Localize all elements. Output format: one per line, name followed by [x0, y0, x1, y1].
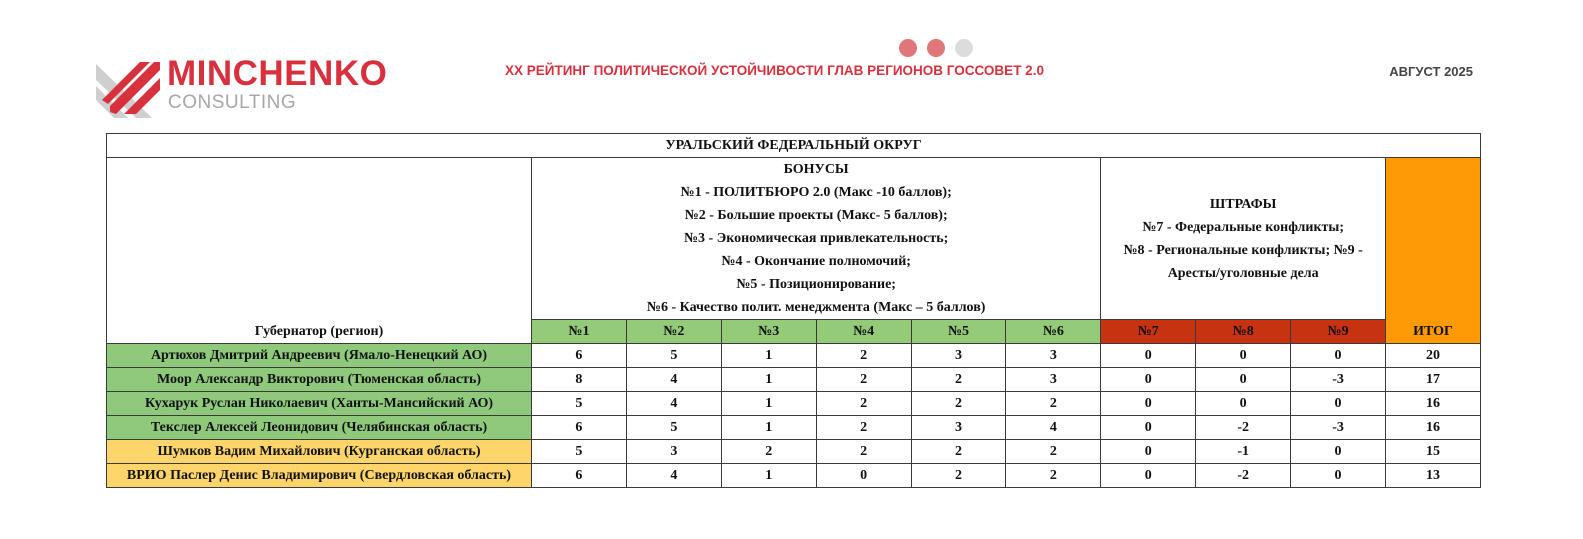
score-cell: 2	[816, 416, 911, 440]
score-cell: 6	[531, 416, 626, 440]
table-penalty_lines-2: №8 - Региональные конфликты; №9 -	[1123, 242, 1363, 258]
governor-name: ВРИО Паслер Денис Владимирович (Свердловская область)	[107, 464, 532, 488]
table-row	[107, 440, 1481, 464]
score-cell: -2	[1196, 464, 1291, 488]
governor-name: Артюхов Дмитрий Андреевич (Ямало-Ненецкий АО)	[107, 344, 532, 368]
table-row	[107, 464, 1481, 488]
total-score: 16	[1386, 416, 1481, 440]
total-score: 20	[1386, 344, 1481, 368]
score-cell: 6	[531, 344, 626, 368]
score-cell: 0	[1291, 440, 1386, 464]
brand-name: MINCHENKO	[167, 54, 388, 93]
score-cell: 5	[531, 392, 626, 416]
score-cell: -1	[1196, 440, 1291, 464]
score-cell: 0	[1101, 344, 1196, 368]
score-cell: 0	[1196, 368, 1291, 392]
table-bonus_lines-0: БОНУСЫ	[783, 162, 849, 177]
score-cell: -3	[1291, 368, 1386, 392]
report-title: XX РЕЙТИНГ ПОЛИТИЧЕСКОЙ УСТОЙЧИВОСТИ ГЛАВ РЕГИОНОВ ГОССОВЕТ 2.0	[505, 63, 1044, 78]
page-dot-3[interactable]	[955, 39, 973, 57]
table-penalty_lines-1: №7 - Федеральные конфликты;	[1142, 219, 1345, 235]
score-cell: 2	[911, 440, 1006, 464]
table-penalty_lines-0: ШТРАФЫ	[1209, 196, 1277, 212]
score-cell: 2	[1006, 464, 1101, 488]
score-cell: 0	[1101, 368, 1196, 392]
bonus-column-1: №1	[531, 320, 626, 344]
table-bonus_lines-3: №3 - Экономическая привлекательность;	[683, 231, 949, 246]
brand-subtitle: CONSULTING	[168, 92, 297, 113]
score-cell: 0	[1291, 392, 1386, 416]
score-cell: 0	[1291, 464, 1386, 488]
governor-name: Текслер Алексей Леонидович (Челябинская область)	[107, 416, 532, 440]
score-cell: 0	[1196, 344, 1291, 368]
table-bonus_lines-4: №4 - Окончание полномочий;	[721, 254, 911, 269]
score-cell: 2	[911, 464, 1006, 488]
penalty-description	[1101, 158, 1386, 320]
diagonal-stripes-icon	[96, 56, 160, 118]
bonus-column-2: №2	[626, 320, 721, 344]
rating-table	[106, 133, 1481, 488]
governor-name: Кухарук Руслан Николаевич (Ханты-Мансийский АО)	[107, 392, 532, 416]
table-bonus_lines-2: №2 - Большие проекты (Макс- 5 баллов);	[684, 208, 948, 223]
table-row	[107, 368, 1481, 392]
score-cell: 2	[816, 344, 911, 368]
score-cell: 1	[721, 416, 816, 440]
total-score: 17	[1386, 368, 1481, 392]
score-cell: 3	[1006, 368, 1101, 392]
bonus-description	[531, 158, 1100, 320]
table-bonus_lines-1: №1 - ПОЛИТБЮРО 2.0 (Макс -10 баллов);	[680, 185, 952, 200]
score-cell: 3	[911, 416, 1006, 440]
score-cell: 8	[531, 368, 626, 392]
score-cell: 1	[721, 344, 816, 368]
governor-name: Шумков Вадим Михайлович (Курганская область)	[107, 440, 532, 464]
score-cell: 0	[1196, 392, 1291, 416]
score-cell: 2	[816, 368, 911, 392]
pagination-dots	[899, 39, 973, 57]
score-cell: 0	[1291, 344, 1386, 368]
score-cell: 0	[816, 464, 911, 488]
score-cell: 2	[816, 392, 911, 416]
page-dot-1[interactable]	[899, 39, 917, 57]
score-cell: 0	[1101, 416, 1196, 440]
score-cell: 2	[911, 392, 1006, 416]
total-score: 15	[1386, 440, 1481, 464]
itog-column-header: ИТОГ	[1386, 158, 1481, 344]
score-cell: 2	[1006, 392, 1101, 416]
score-cell: 1	[721, 392, 816, 416]
bonus-column-6: №6	[1006, 320, 1101, 344]
score-cell: 4	[1006, 416, 1101, 440]
penalty-column-8: №8	[1196, 320, 1291, 344]
score-cell: 5	[531, 440, 626, 464]
bonus-column-5: №5	[911, 320, 1006, 344]
governor-column-header: Губернатор (регион)	[107, 158, 532, 344]
penalty-column-9: №9	[1291, 320, 1386, 344]
bonus-column-3: №3	[721, 320, 816, 344]
score-cell: 6	[531, 464, 626, 488]
table-row	[107, 416, 1481, 440]
brand-logo	[96, 54, 386, 120]
table-penalty_lines-3: Аресты/уголовные дела	[1167, 265, 1319, 281]
table-row	[107, 344, 1481, 368]
score-cell: 2	[911, 368, 1006, 392]
okrug-title: УРАЛЬСКИЙ ФЕДЕРАЛЬНЫЙ ОКРУГ	[107, 134, 1481, 158]
bonus-column-4: №4	[816, 320, 911, 344]
table-row	[107, 392, 1481, 416]
score-cell: 3	[1006, 344, 1101, 368]
score-cell: 0	[1101, 464, 1196, 488]
score-cell: 4	[626, 464, 721, 488]
score-cell: 0	[1101, 440, 1196, 464]
total-score: 16	[1386, 392, 1481, 416]
penalty-column-7: №7	[1101, 320, 1196, 344]
score-cell: 1	[721, 464, 816, 488]
score-cell: -2	[1196, 416, 1291, 440]
report-date: АВГУСТ 2025	[1389, 64, 1473, 79]
score-cell: 5	[626, 416, 721, 440]
table-bonus_lines-5: №5 - Позиционирование;	[736, 277, 896, 292]
score-cell: -3	[1291, 416, 1386, 440]
score-cell: 3	[911, 344, 1006, 368]
score-cell: 2	[816, 440, 911, 464]
score-cell: 4	[626, 368, 721, 392]
score-cell: 4	[626, 392, 721, 416]
page-dot-2[interactable]	[927, 39, 945, 57]
score-cell: 2	[721, 440, 816, 464]
score-cell: 3	[626, 440, 721, 464]
score-cell: 0	[1101, 392, 1196, 416]
table-bonus_lines-6: №6 - Качество полит. менеджмента (Макс – 5 баллов)	[646, 300, 986, 315]
governor-name: Моор Александр Викторович (Тюменская область)	[107, 368, 532, 392]
score-cell: 2	[1006, 440, 1101, 464]
score-cell: 1	[721, 368, 816, 392]
score-cell: 5	[626, 344, 721, 368]
total-score: 13	[1386, 464, 1481, 488]
